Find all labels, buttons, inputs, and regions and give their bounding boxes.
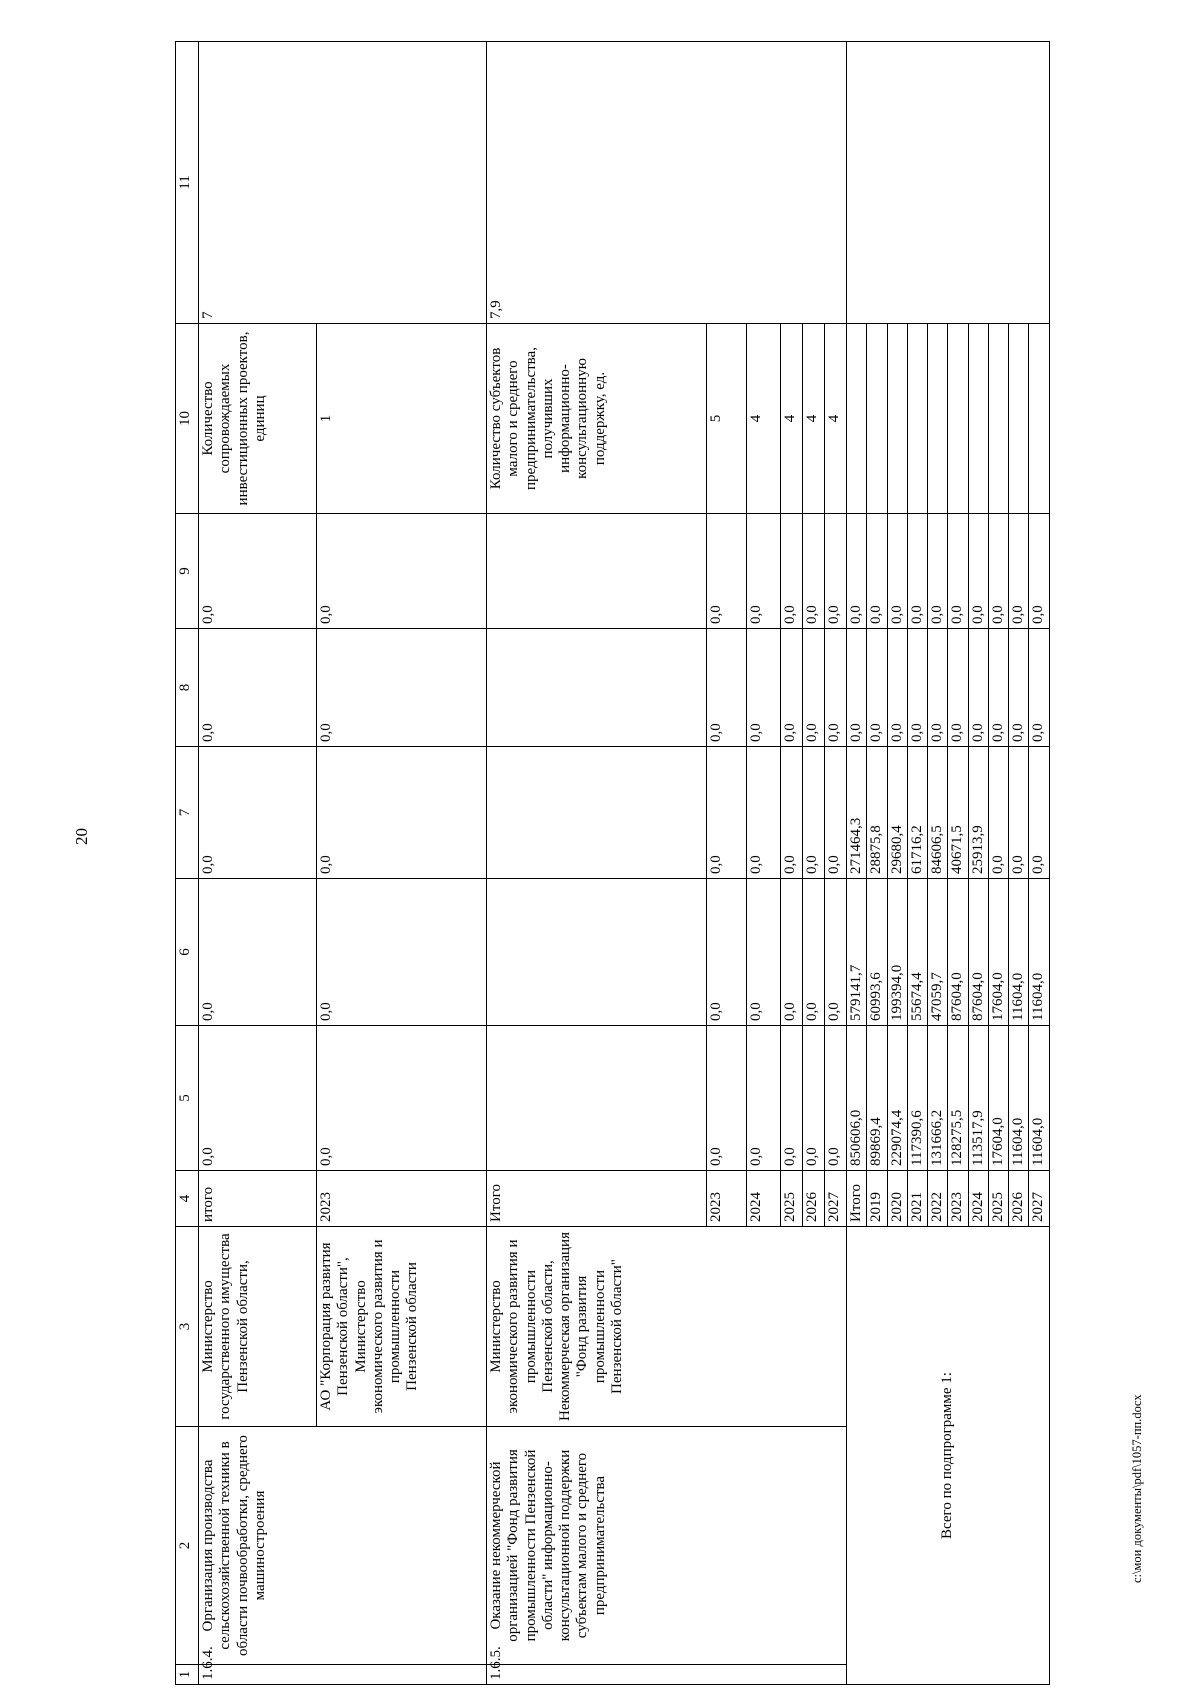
value-cell: 0,0 [1029, 514, 1049, 629]
row-number: 1.6.4. [199, 1665, 487, 1685]
value-cell: 61716,2 [907, 747, 927, 879]
value-cell: 28875,8 [867, 747, 887, 879]
table-row [847, 42, 867, 1685]
value-cell: 17604,0 [988, 879, 1008, 1026]
value-cell: 0,0 [199, 747, 317, 879]
value-cell: 0,0 [803, 1026, 825, 1171]
year-cell: 2019 [867, 1171, 887, 1227]
value-cell [487, 747, 707, 879]
value-cell [487, 1026, 707, 1171]
value-cell: 0,0 [781, 1026, 803, 1171]
value-cell: 0,0 [988, 629, 1008, 747]
value-cell: 89869,4 [867, 1026, 887, 1171]
header-cell: 2 [176, 1427, 199, 1665]
indicator-value: 4 [747, 324, 781, 514]
year-cell: 2026 [1009, 1171, 1029, 1227]
executor: Министерство экономического развития и промышленности Пензенской области, Некоммерческая организация "Фонд развития промышленности Пензенской области" [487, 1227, 847, 1427]
value-cell: 87604,0 [968, 879, 988, 1026]
value-cell: 0,0 [988, 747, 1008, 879]
col11-cell [847, 42, 1050, 324]
year-cell: Итого [487, 1171, 707, 1227]
value-cell: 0,0 [928, 514, 948, 629]
header-cell: 4 [176, 1171, 199, 1227]
value-cell: 55674,4 [907, 879, 927, 1026]
value-cell [487, 879, 707, 1026]
value-cell: 199394,0 [887, 879, 907, 1026]
value-cell: 0,0 [199, 629, 317, 747]
activity-name: Оказание некоммерческой организацией "Фонд развития промышленности Пензенской области" информационно-консультационной поддержки субъектам малого и среднего предпринимательства [487, 1427, 847, 1665]
activity-name: Организация производства сельскохозяйственной техники в области почвообработки, среднего машиностроения [199, 1427, 487, 1665]
value-cell: 0,0 [887, 629, 907, 747]
total-label: Всего по подпрограмме 1: [847, 1227, 1050, 1685]
value-cell [487, 629, 707, 747]
year-cell: 2022 [928, 1171, 948, 1227]
year-cell: 2023 [317, 1171, 487, 1227]
value-cell: 0,0 [988, 514, 1008, 629]
value-cell: 131666,2 [928, 1026, 948, 1171]
executor: АО "Корпорация развития Пензенской области", Министерство экономического развития и промышленности Пензенской области [317, 1227, 487, 1427]
executor: Министерство государственного имущества Пензенской области, [199, 1227, 317, 1427]
indicator-name: Количество сопровождаемых инвестиционных проектов, единиц [199, 324, 317, 514]
value-cell: 0,0 [968, 629, 988, 747]
table-row [199, 42, 317, 1685]
table-row [487, 42, 707, 1685]
value-cell: 0,0 [781, 629, 803, 747]
value-cell: 0,0 [199, 1026, 317, 1171]
value-cell [968, 324, 988, 514]
header-cell: 11 [176, 42, 199, 324]
table-body [176, 42, 1050, 1685]
value-cell: 0,0 [928, 629, 948, 747]
value-cell: 0,0 [948, 629, 968, 747]
value-cell: 11604,0 [1009, 879, 1029, 1026]
col11-cell: 7 [199, 42, 487, 324]
value-cell: 0,0 [1009, 747, 1029, 879]
value-cell: 84606,5 [928, 747, 948, 879]
value-cell: 0,0 [847, 514, 867, 629]
year-cell: 2023 [707, 1171, 747, 1227]
indicator-value: 4 [825, 324, 847, 514]
value-cell: 17604,0 [988, 1026, 1008, 1171]
value-cell [1029, 324, 1049, 514]
value-cell: 271464,3 [847, 747, 867, 879]
value-cell: 579141,7 [847, 879, 867, 1026]
row-number: 1.6.5. [487, 1665, 847, 1685]
value-cell: 0,0 [707, 629, 747, 747]
value-cell: 0,0 [747, 879, 781, 1026]
value-cell: 0,0 [887, 514, 907, 629]
value-cell [988, 324, 1008, 514]
header-cell: 1 [176, 1665, 199, 1685]
value-cell: 0,0 [707, 747, 747, 879]
value-cell [928, 324, 948, 514]
value-cell: 25913,9 [968, 747, 988, 879]
value-cell: 229074,4 [887, 1026, 907, 1171]
value-cell [907, 324, 927, 514]
header-cell: 10 [176, 324, 199, 514]
value-cell: 113517,9 [968, 1026, 988, 1171]
value-cell: 0,0 [825, 879, 847, 1026]
year-cell: 2024 [747, 1171, 781, 1227]
indicator-value: 4 [781, 324, 803, 514]
value-cell: 0,0 [317, 1026, 487, 1171]
value-cell: 87604,0 [948, 879, 968, 1026]
indicator-name: Количество субъектов малого и среднего предпринимательства, получивших информационно-консультационную поддержку, ед. [487, 324, 707, 514]
value-cell: 0,0 [707, 514, 747, 629]
value-cell: 0,0 [825, 514, 847, 629]
value-cell [887, 324, 907, 514]
value-cell: 0,0 [317, 879, 487, 1026]
page-number: 20 [72, 828, 91, 845]
value-cell [487, 514, 707, 629]
value-cell: 0,0 [1029, 747, 1049, 879]
year-cell: итого [199, 1171, 317, 1227]
value-cell: 0,0 [707, 879, 747, 1026]
value-cell: 11604,0 [1029, 1026, 1049, 1171]
value-cell: 0,0 [199, 879, 317, 1026]
value-cell: 0,0 [781, 879, 803, 1026]
value-cell: 29680,4 [887, 747, 907, 879]
value-cell: 0,0 [1009, 629, 1029, 747]
value-cell: 0,0 [317, 629, 487, 747]
value-cell: 0,0 [867, 629, 887, 747]
value-cell: 0,0 [803, 514, 825, 629]
value-cell: 11604,0 [1009, 1026, 1029, 1171]
indicator-value: 4 [803, 324, 825, 514]
value-cell [847, 324, 867, 514]
value-cell: 47059,7 [928, 879, 948, 1026]
year-cell: 2021 [907, 1171, 927, 1227]
value-cell: 0,0 [847, 629, 867, 747]
value-cell: 0,0 [803, 747, 825, 879]
value-cell: 40671,5 [948, 747, 968, 879]
value-cell: 0,0 [747, 747, 781, 879]
value-cell: 0,0 [747, 1026, 781, 1171]
value-cell: 0,0 [907, 629, 927, 747]
value-cell: 11604,0 [1029, 879, 1049, 1026]
value-cell: 0,0 [825, 629, 847, 747]
value-cell: 0,0 [747, 629, 781, 747]
value-cell: 0,0 [907, 514, 927, 629]
value-cell [948, 324, 968, 514]
value-cell: 0,0 [948, 514, 968, 629]
rotated-table-container [175, 42, 1100, 1685]
value-cell: 128275,5 [948, 1026, 968, 1171]
header-cell: 5 [176, 1026, 199, 1171]
year-cell: 2026 [803, 1171, 825, 1227]
year-cell: 2025 [781, 1171, 803, 1227]
year-cell: 2024 [968, 1171, 988, 1227]
value-cell: 850606,0 [847, 1026, 867, 1171]
indicator-value: 5 [707, 324, 747, 514]
header-cell: 9 [176, 514, 199, 629]
header-cell: 7 [176, 747, 199, 879]
value-cell: 0,0 [968, 514, 988, 629]
value-cell: 0,0 [199, 514, 317, 629]
footer-file-path: c:\мои документы\pdf\1057-пп.docx [1130, 1394, 1144, 1583]
value-cell: 0,0 [1029, 629, 1049, 747]
header-row [176, 42, 199, 1685]
value-cell: 0,0 [1009, 514, 1029, 629]
year-cell: Итого [847, 1171, 867, 1227]
program-table [175, 41, 1050, 1685]
header-cell: 8 [176, 629, 199, 747]
indicator-value: 1 [317, 324, 487, 514]
header-cell: 3 [176, 1227, 199, 1427]
value-cell: 0,0 [707, 1026, 747, 1171]
value-cell: 0,0 [317, 514, 487, 629]
value-cell: 0,0 [867, 514, 887, 629]
value-cell: 60993,6 [867, 879, 887, 1026]
value-cell: 0,0 [747, 514, 781, 629]
value-cell [1009, 324, 1029, 514]
value-cell: 0,0 [781, 514, 803, 629]
year-cell: 2025 [988, 1171, 1008, 1227]
value-cell: 0,0 [781, 747, 803, 879]
header-cell: 6 [176, 879, 199, 1026]
value-cell: 0,0 [803, 879, 825, 1026]
value-cell: 0,0 [317, 747, 487, 879]
value-cell: 0,0 [825, 747, 847, 879]
value-cell: 117390,6 [907, 1026, 927, 1171]
col11-cell: 7,9 [487, 42, 847, 324]
year-cell: 2023 [948, 1171, 968, 1227]
value-cell [867, 324, 887, 514]
year-cell: 2020 [887, 1171, 907, 1227]
value-cell: 0,0 [803, 629, 825, 747]
year-cell: 2027 [1029, 1171, 1049, 1227]
year-cell: 2027 [825, 1171, 847, 1227]
value-cell: 0,0 [825, 1026, 847, 1171]
